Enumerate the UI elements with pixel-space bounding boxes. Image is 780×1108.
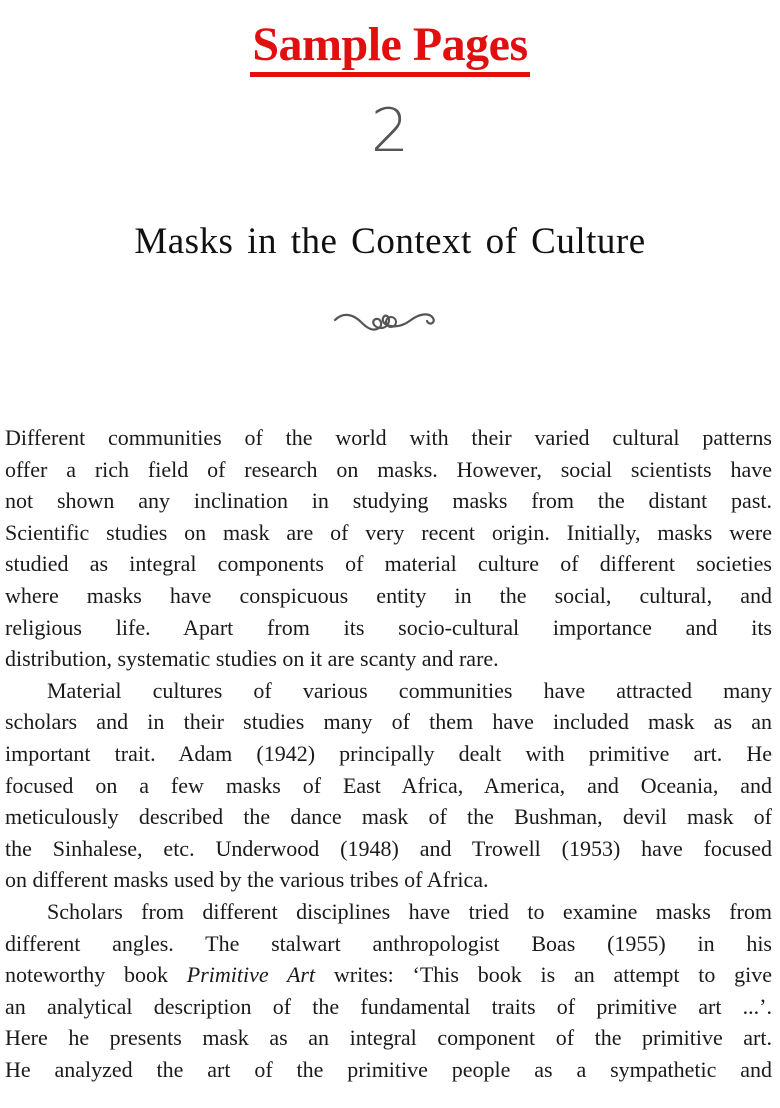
text-line: scholars and in their studies many of them have included mask as an <box>5 709 772 735</box>
text-line: different angles. The stalwart anthropologist Boas (1955) in his <box>5 930 772 956</box>
book-title: Primitive Art <box>186 962 316 988</box>
text-line: religious life. Apart from its socio-cultural importance and its <box>5 614 772 640</box>
text-line: Scientific studies on mask are of very recent origin. Initially, masks were <box>5 519 772 545</box>
text-line: distribution, systematic studies on it are scanty and rare. <box>5 646 499 672</box>
text-line: Different communities of the world with their varied cultural patterns <box>5 425 772 450</box>
text-line: Material cultures of various communities have attracted many <box>47 677 772 703</box>
text-line: where masks have conspicuous entity in the social, cultural, and <box>5 582 772 608</box>
text-line: Here he presents mask as an integral component of the primitive art. <box>5 1025 772 1051</box>
text-segment: writes: ‘This book is an attempt to give <box>315 962 772 988</box>
text-line: focused on a few masks of East Africa, America, and Oceania, and <box>5 772 772 798</box>
text-segment: noteworthy book <box>5 962 187 988</box>
text-line: important trait. Adam (1942) principally dealt with primitive art. He <box>5 740 772 766</box>
sample-pages-banner <box>0 18 780 77</box>
text-line: not shown any inclination in studying masks from the distant past. <box>5 488 772 514</box>
flourish-ornament-icon <box>333 308 437 338</box>
text-line: Scholars from different disciplines have tried to examine masks from <box>47 898 772 924</box>
text-line: an analytical description of the fundamental traits of primitive art ...’. <box>5 993 772 1019</box>
text-line: He analyzed the art of the primitive people as a sympathetic and <box>5 1056 772 1082</box>
body-text <box>5 422 772 1085</box>
text-line: the Sinhalese, etc. Underwood (1948) and Trowell (1953) have focused <box>5 835 772 861</box>
chapter-number: 2 <box>370 96 410 166</box>
text-line: on different masks used by the various tribes of Africa. <box>5 867 489 893</box>
text-line: meticulously described the dance mask of the Bushman, devil mask of <box>5 804 772 830</box>
text-line <box>5 959 772 991</box>
text-line: studied as integral components of material culture of different societies <box>5 551 772 577</box>
text-line: offer a rich field of research on masks. However, social scientists have <box>5 456 772 482</box>
banner-text: Sample Pages <box>250 18 529 77</box>
chapter-title: Masks in the Context of Culture <box>134 221 646 262</box>
